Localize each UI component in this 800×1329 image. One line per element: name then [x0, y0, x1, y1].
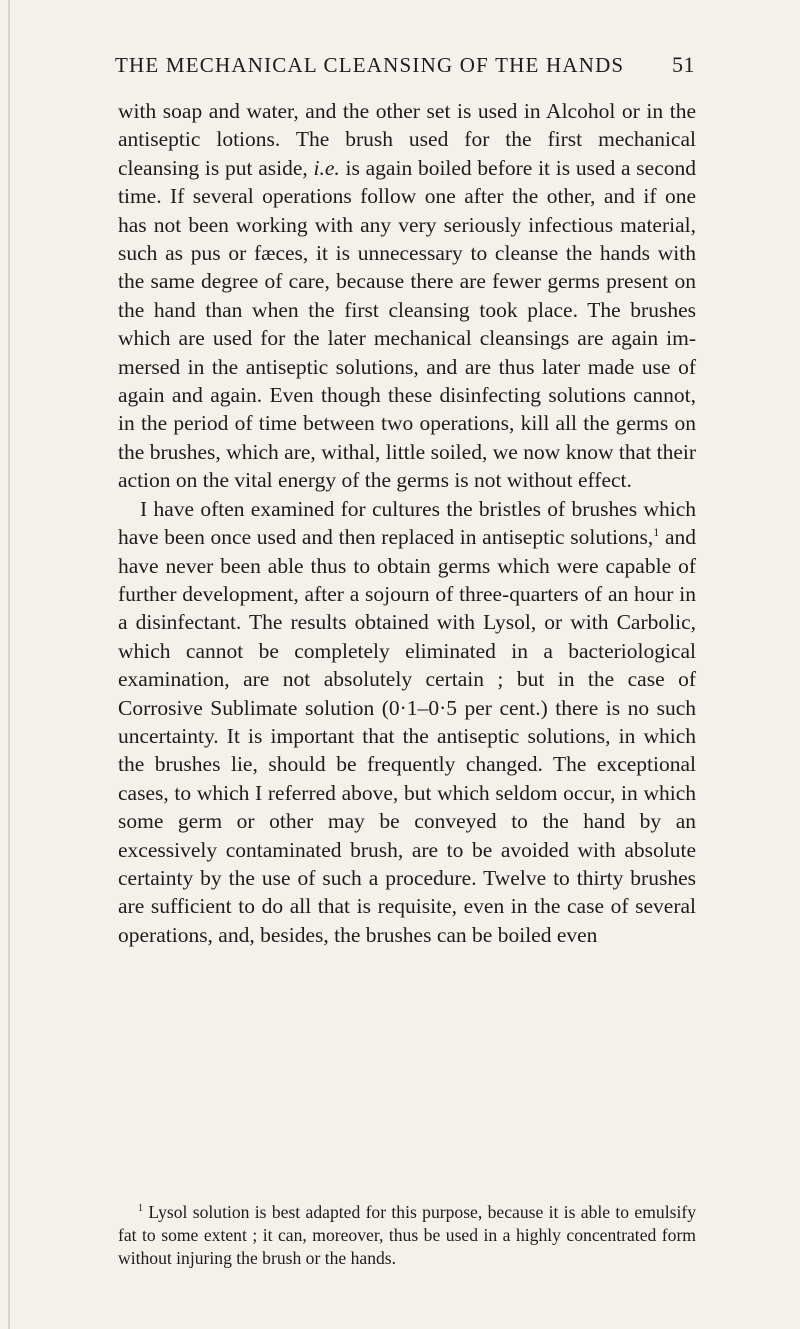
paragraph-1-text-a: with soap and water, and the other set is used in Alcohol or in the antiseptic lotions. The brush used for the first mechanical cleansing is put aside, — [118, 99, 696, 180]
page-binding-edge — [8, 0, 10, 1329]
paragraph-1 — [118, 97, 696, 495]
running-head-title: THE MECHANICAL CLEANSING OF THE HANDS — [115, 53, 625, 77]
footnote-marker: 1 — [138, 1203, 143, 1215]
running-head — [115, 52, 695, 88]
paragraph-2-text-a: I have often examined for cultures the bristles of brushes which have been once used and then replaced in antiseptic solutions, — [118, 496, 696, 550]
footnote — [118, 1201, 696, 1271]
body-text — [118, 97, 696, 949]
footnote-text: Lysol solution is best adapted for this purpose, because it is able to emulsify fat to some extent ; it can, moreover, thus be used in a highly concentrated form without injuring the brush or the hands. — [118, 1202, 696, 1269]
paragraph-1-text-b: is again boiled before it is used a second time. If several operations follow one after the other, and if one has not been working with any very seriously infectious material, such as pus or fæces, it is unnecessary to cleanse the hands with the same degree of care, because there are fewer germs present on the hand than when the first cleansing took place. The brushes which are used for the later mechanical cleansings are again immersed in the antiseptic solutions, and are thus later made use of again and again. Even though these disinfecting solutions cannot, in the period of time between two operations, kill all the germs on the brushes, which are, withal, little soiled, we now know that their action on the vital energy of the germs is not without effect. — [118, 155, 696, 493]
footnote-reference: 1 — [653, 524, 660, 539]
paragraph-2 — [118, 495, 696, 950]
page-number: 51 — [672, 52, 695, 77]
paragraph-2-text-b: and have never been able thus to obtain germs which were capable of further development, after a sojourn of three-quarters of an hour in a disinfectant. The results obtained with Lysol, or with Carbolic, which cannot be completely eliminated in a bacteriological examination, are not absolutely certain ; but in the case of Corrosive Sublimate solution (0·1–0·5 per cent.) there is no such uncertainty. It is important that the antiseptic solutions, in which the brushes lie, should be frequently changed. The exceptional cases, to which I referred above, but which seldom occur, in which some germ or other may be conveyed to the hand by an excessively contaminated brush, are to be avoided with absolute certainty by the use of such a procedure. Twelve to thirty brushes are sufficient to do all that is requisite, even in the case of several operations, and, besides, the brushes can be boiled even — [118, 525, 697, 947]
ie-abbreviation: i.e. — [313, 155, 340, 180]
